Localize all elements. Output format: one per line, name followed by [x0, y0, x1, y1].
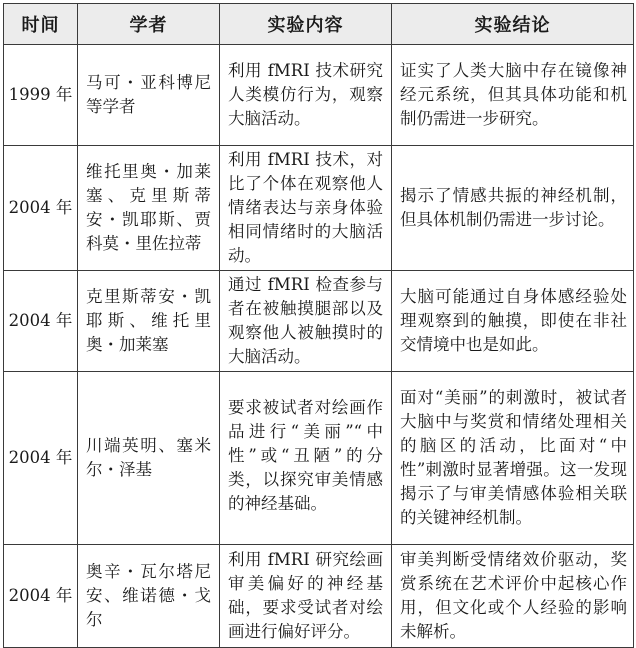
cell-content: 利用 fMRI 研究绘画审美偏好的神经基础，要求受试者对绘画进行偏好评分。: [220, 545, 392, 648]
cell-year: 2004 年: [4, 271, 78, 372]
cell-conclusion: 证实了人类大脑中存在镜像神经元系统，但其具体功能和机制仍需进一步研究。: [392, 45, 634, 146]
cell-scholar: 维托里奥・加莱塞、克里斯蒂安・凯耶斯、贾科莫・里佐拉蒂: [78, 146, 220, 271]
cell-year: 2004 年: [4, 146, 78, 271]
cell-content: 利用 fMRI 技术研究人类模仿行为，观察大脑活动。: [220, 45, 392, 146]
cell-conclusion: 揭示了情感共振的神经机制，但具体机制仍需进一步讨论。: [392, 146, 634, 271]
table-row: [4, 271, 634, 372]
header-conclusion: 实验结论: [392, 4, 634, 45]
research-table: [3, 3, 634, 648]
table-row: [4, 372, 634, 545]
table-header-row: [4, 4, 634, 45]
cell-scholar: 马可・亚科博尼等学者: [78, 45, 220, 146]
header-content: 实验内容: [220, 4, 392, 45]
cell-year: 2004 年: [4, 545, 78, 648]
cell-conclusion: 审美判断受情绪效价驱动，奖赏系统在艺术评价中起核心作用，但文化或个人经验的影响未解析。: [392, 545, 634, 648]
cell-scholar: 川端英明、塞米尔・泽基: [78, 372, 220, 545]
cell-scholar: 奥辛・瓦尔塔尼安、维诺德・戈尔: [78, 545, 220, 648]
table-row: [4, 45, 634, 146]
cell-year: 2004 年: [4, 372, 78, 545]
cell-content: 要求被试者对绘画作品进行“美丽”“中性”或“丑陋”的分类，以探究审美情感的神经基础。: [220, 372, 392, 545]
table-container: [3, 3, 634, 648]
table-row: [4, 545, 634, 648]
cell-content: 利用 fMRI 技术，对比了个体在观察他人情绪表达与亲身体验相同情绪时的大脑活动。: [220, 146, 392, 271]
cell-scholar: 克里斯蒂安・凯耶斯、维托里奥・加莱塞: [78, 271, 220, 372]
cell-year: 1999 年: [4, 45, 78, 146]
cell-conclusion: 面对“美丽”的刺激时，被试者大脑中与奖赏和情绪处理相关的脑区的活动，比面对“中性”刺激时显著增强。这一发现揭示了与审美情感体验相关联的关键神经机制。: [392, 372, 634, 545]
table-row: [4, 146, 634, 271]
header-scholar: 学者: [78, 4, 220, 45]
cell-conclusion: 大脑可能通过自身体感经验处理观察到的触摸，即使在非社交情境中也是如此。: [392, 271, 634, 372]
header-time: 时间: [4, 4, 78, 45]
cell-content: 通过 fMRI 检查参与者在被触摸腿部以及观察他人被触摸时的大脑活动。: [220, 271, 392, 372]
